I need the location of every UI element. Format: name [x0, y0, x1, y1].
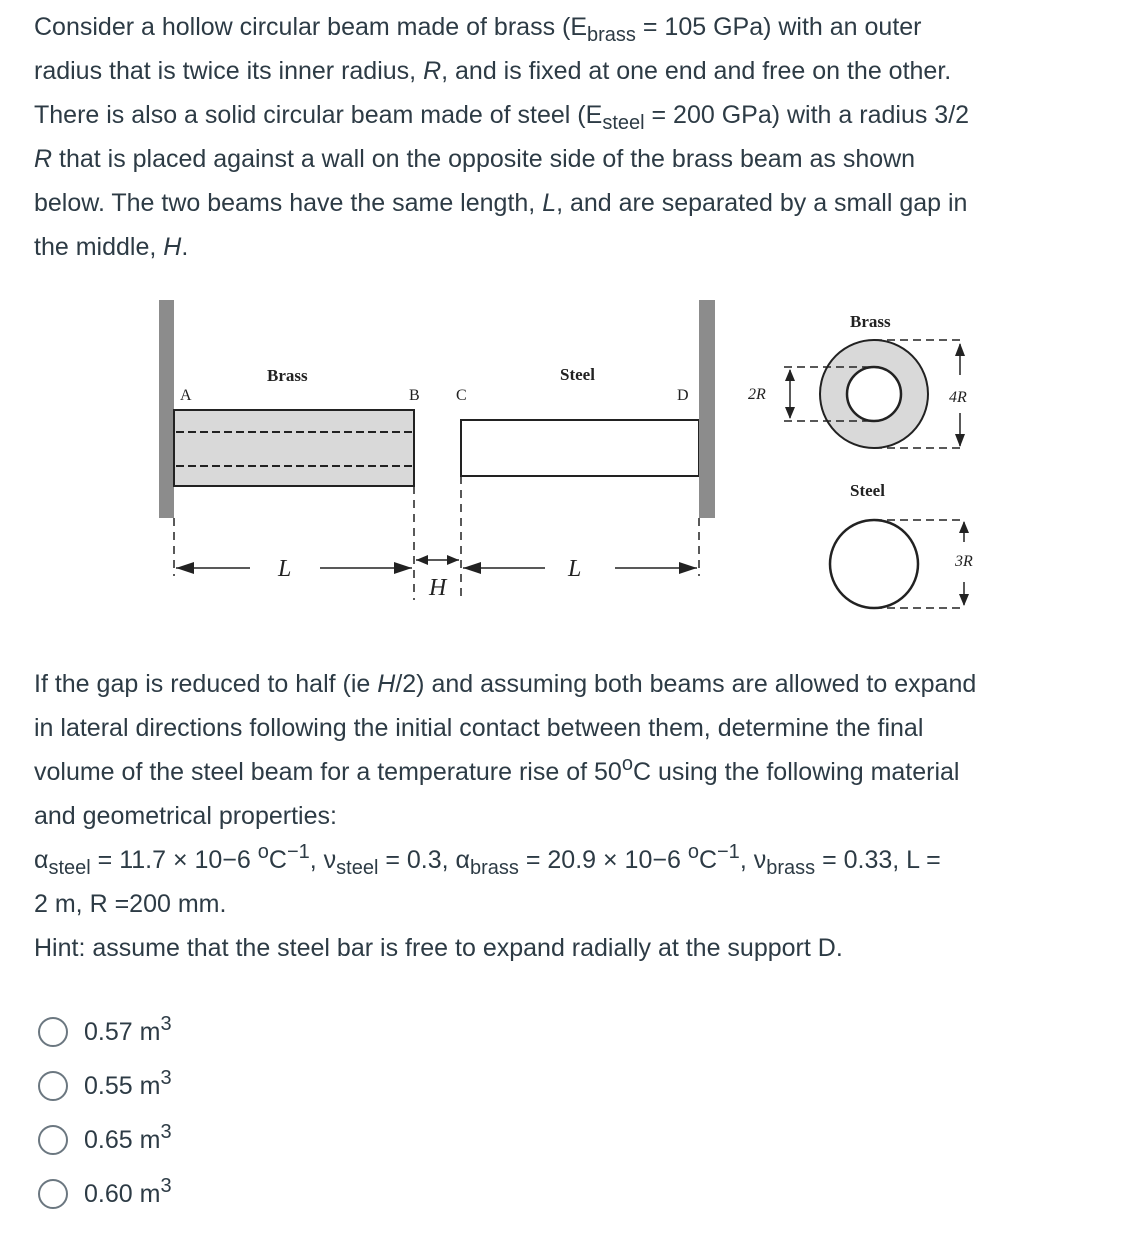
label-A: A [180, 387, 192, 404]
properties-line-2: 2 m, R =200 mm. [34, 890, 227, 918]
question-prompt [34, 662, 1114, 970]
answer-option-1[interactable] [38, 1005, 172, 1059]
intro-line-2: radius that is twice its inner radius, R, and is fixed at one end and free on the other. [34, 57, 952, 85]
wall-left [159, 300, 174, 518]
prompt-line-4: and geometrical properties: [34, 802, 337, 830]
label-steel: Steel [560, 365, 595, 384]
label-brass: Brass [267, 366, 308, 385]
label-4R: 4R [949, 389, 967, 406]
answer-option-2[interactable] [38, 1059, 172, 1113]
label-B: B [409, 387, 420, 404]
answer-option-4[interactable] [38, 1167, 172, 1221]
steel-section [830, 520, 918, 608]
steel-beam [461, 420, 699, 476]
wall-right [699, 300, 715, 518]
intro-line-1: Consider a hollow circular beam made of brass ($E_{brass} = 105$ GPa) with an outer [34, 13, 922, 46]
section-brass-title: Brass [850, 312, 891, 331]
beam-diagram [150, 300, 1010, 620]
brass-beam [174, 410, 414, 486]
question-intro [34, 5, 1114, 269]
label-3R: 3R [955, 553, 973, 570]
option-label: 0.60 $m^3$ [84, 1174, 172, 1208]
prompt-line-1: If the gap is reduced to half (ie H/2) and assuming both beams are allowed to expand [34, 670, 977, 698]
label-H: H [429, 575, 447, 601]
option-label: 0.55 $m^3$ [84, 1066, 172, 1100]
prompt-line-2: in lateral directions following the initial contact between them, determine the final [34, 714, 924, 742]
intro-line-6: the middle, H. [34, 233, 189, 261]
hint: Hint: assume that the steel bar is free to expand radially at the support D. [34, 934, 843, 962]
radio-button[interactable] [38, 1125, 68, 1155]
prompt-line-3: volume of the steel beam for a temperature rise of 50$^o$C using the following material [34, 753, 960, 786]
answer-options [38, 1005, 172, 1221]
radio-button[interactable] [38, 1179, 68, 1209]
label-L-right: L [568, 556, 582, 582]
section-steel-title: Steel [850, 481, 885, 500]
label-C: C [456, 387, 467, 404]
properties-line-1: $\alpha_{steel} = 11.7 \times 10-6$ $^oC^{-1}$, $\nu_{steel} = 0.3$, $\alpha_{brass} = 20.9 \times 10-6$ $^oC^{-1}$, $\nu_{brass} = 0.33$, L = [34, 841, 941, 879]
label-2R: 2R [748, 386, 766, 403]
radio-button[interactable] [38, 1017, 68, 1047]
intro-line-4: R that is placed against a wall on the opposite side of the brass beam as shown [34, 145, 916, 173]
brass-section-inner [847, 367, 901, 421]
intro-line-5: below. The two beams have the same length, L, and are separated by a small gap in [34, 189, 968, 217]
option-label: 0.65 $m^3$ [84, 1120, 172, 1154]
radio-button[interactable] [38, 1071, 68, 1101]
label-L-left: L [278, 556, 292, 582]
option-label: 0.57 $m^3$ [84, 1012, 172, 1046]
answer-option-3[interactable] [38, 1113, 172, 1167]
label-D: D [677, 387, 689, 404]
intro-line-3: There is also a solid circular beam made of steel ($E_{steel} = 200$ GPa) with a radius 3/2 [34, 101, 970, 134]
